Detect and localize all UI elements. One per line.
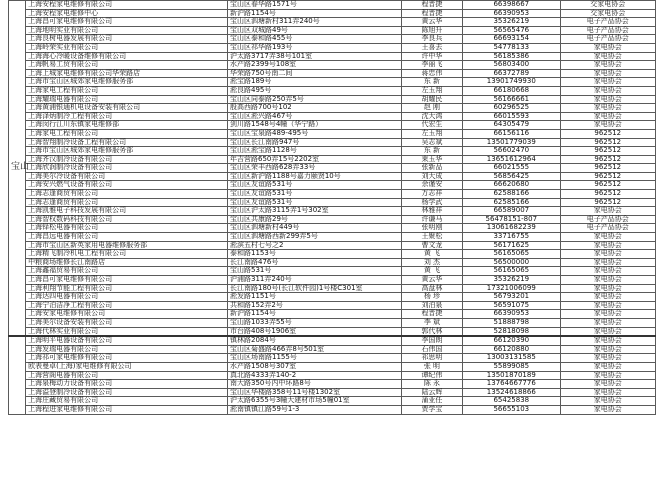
association-cell: 家电协会 [560, 250, 655, 259]
address-cell: 淞发路1151号 [228, 293, 402, 302]
table-row [9, 78, 656, 87]
contact-person-cell: 沈大鸿 [401, 112, 462, 121]
company-name-cell: 欧表曼卓(上海)家电维修有限公司 [26, 362, 228, 371]
contact-person-cell: 左玉翔 [401, 129, 462, 138]
company-name-cell: 上海达四电器有限公司 [26, 293, 228, 302]
association-cell: 962512 [560, 198, 655, 207]
contact-person-cell: 蒲亚任 [401, 397, 462, 406]
association-cell: 电子产品协会 [560, 26, 655, 35]
contact-person-cell: 祁思明 [401, 354, 462, 363]
address-cell: 宝山区春华路1571号 [228, 1, 402, 10]
address-cell: 真北路4333弄140-2 [228, 371, 402, 380]
address-cell: 宝山区长江南路947号 [228, 138, 402, 147]
company-name-cell: 上海市宝山区新英家用电器维修服务部 [26, 241, 228, 250]
association-cell: 家电协会 [560, 233, 655, 242]
contact-person-cell: 刘泊泉 [401, 301, 462, 310]
address-cell: 宝山区华楼路358号11号楼1302室 [228, 388, 402, 397]
association-cell: 家电协会 [560, 276, 655, 285]
table-row [9, 104, 656, 113]
company-name-cell: 上海智翔制冷设备工程有限公司 [26, 138, 228, 147]
company-name-cell: 上海利翔节能工程有限公司 [26, 284, 228, 293]
table-row [9, 43, 656, 52]
table-row [9, 86, 656, 95]
association-cell: 家电协会 [560, 267, 655, 276]
contact-person-cell: 左玉翔 [401, 86, 462, 95]
table-row [9, 233, 656, 242]
table-row [9, 147, 656, 156]
address-cell: 殷高西路700号102 [228, 104, 402, 113]
address-cell: 宝山区场南路1155号 [228, 354, 402, 363]
company-name-cell: 上海志逢商贸有限公司 [26, 198, 228, 207]
company-name-cell: 上海帆易工贸有限公司 [26, 61, 228, 70]
association-cell: 家电协会 [560, 78, 655, 87]
phone-cell: 56165065 [463, 267, 560, 276]
company-name-cell: 上海铎松电器有限公司 [26, 224, 228, 233]
contact-person-cell: 郭代林 [401, 327, 462, 336]
phone-cell: 51888798 [463, 318, 560, 327]
phone-cell: 56165065 [463, 250, 560, 259]
association-cell: 家电协会 [560, 121, 655, 130]
phone-cell: 60296525 [463, 104, 560, 113]
phone-cell: 35326219 [463, 18, 560, 27]
dealer-table [8, 0, 656, 415]
association-cell: 电子产品协会 [560, 18, 655, 27]
phone-cell: 66390953 [463, 310, 560, 319]
company-name-cell: 上海市宝山区城郊家电维修服务部 [26, 78, 228, 87]
address-cell: 新沪路1154号 [228, 9, 402, 18]
phone-cell: 13901749930 [463, 78, 560, 87]
association-cell: 家电协会 [560, 43, 655, 52]
association-cell: 家电协会 [560, 345, 655, 354]
company-name-cell: 上海泉梅动力设备有限公司 [26, 380, 228, 389]
table-row [9, 224, 656, 233]
association-cell: 电子产品协会 [560, 35, 655, 44]
address-cell: 宝山区沪太路3115弄1号302室 [228, 207, 402, 216]
phone-cell: 66390953 [463, 9, 560, 18]
address-cell: 水产路2399号108室 [228, 61, 402, 70]
contact-person-cell: 东 新 [401, 78, 462, 87]
table-row [9, 301, 656, 310]
association-cell: 962512 [560, 147, 655, 156]
phone-cell: 56803400 [463, 61, 560, 70]
address-cell: 淞宝路189号 [228, 78, 402, 87]
company-name-cell: 上海岭荣实业有限公司 [26, 43, 228, 52]
association-cell: 家电协会 [560, 241, 655, 250]
address-cell: 宝山区泗塘新村449号 [228, 224, 402, 233]
contact-person-cell: 杨 珍 [401, 293, 462, 302]
company-name-cell: 上海美尔冷设备有限公司 [26, 172, 228, 181]
contact-person-cell: 黄 飞 [401, 267, 462, 276]
association-cell: 家电协会 [560, 362, 655, 371]
contact-person-cell: 张明刚 [401, 224, 462, 233]
phone-cell: 65425838 [463, 397, 560, 406]
address-cell: 南大路350号内中环路8号 [228, 380, 402, 389]
phone-cell: 66021555 [463, 164, 560, 173]
contact-person-cell: 林雅祥 [401, 207, 462, 216]
company-name-cell: 上海发瑞电器有限公司 [26, 345, 228, 354]
phone-cell: 66693154 [463, 35, 560, 44]
table-row [9, 293, 656, 302]
company-name-cell: 上海宁泊洁净工程有限公司 [26, 301, 228, 310]
address-cell: 宝山区荣丰西路628弄33号 [228, 164, 402, 173]
address-cell: 宝山区淞兴路467号 [228, 112, 402, 121]
company-name-cell: 中粮商场维修长江南路店 [26, 258, 228, 267]
contact-person-cell: 吴志斌 [401, 138, 462, 147]
association-cell: 962512 [560, 172, 655, 181]
table-row [9, 284, 656, 293]
address-cell: 泰和路1153号 [228, 250, 402, 259]
table-row [9, 250, 656, 259]
contact-person-cell: 程晋捷 [401, 310, 462, 319]
association-cell: 家电协会 [560, 293, 655, 302]
contact-person-cell: 曹文龙 [401, 241, 462, 250]
table-row [9, 276, 656, 285]
phone-cell: 56171625 [463, 241, 560, 250]
phone-cell: 13061682239 [463, 224, 560, 233]
address-cell: 共和路152弄2号 [228, 301, 402, 310]
address-cell: 宝山区泗塘新村311弄240号 [228, 18, 402, 27]
address-cell: 宝山区共康路29号 [228, 215, 402, 224]
association-cell: 家电协会 [560, 397, 655, 406]
phone-cell: 13764667776 [463, 380, 560, 389]
association-cell: 家电协会 [560, 336, 655, 345]
phone-cell: 56591075 [463, 301, 560, 310]
association-cell: 962512 [560, 129, 655, 138]
table-row [9, 258, 656, 267]
phone-cell: 56500000 [463, 258, 560, 267]
phone-cell: 66156116 [463, 129, 560, 138]
association-cell: 家电协会 [560, 371, 655, 380]
contact-person-cell: 黄云华 [401, 18, 462, 27]
address-cell: 宝山区菊盛路466弄8号501室 [228, 345, 402, 354]
address-cell: 宝山区淞宝路1128号 [228, 147, 402, 156]
company-name-cell: 上海上城家电维修有限公司华荣路店 [26, 69, 228, 78]
address-cell: 沪浦路311弄240号 [228, 276, 402, 285]
table-row [9, 18, 656, 27]
table-row [9, 129, 656, 138]
association-cell: 家电协会 [560, 354, 655, 363]
association-cell: 家电协会 [560, 310, 655, 319]
company-name-cell: 上海家电工程有限公司 [26, 86, 228, 95]
address-cell: 宝山路1033弄55号 [228, 318, 402, 327]
address-cell: 宝山区同泰路250弄5号 [228, 95, 402, 104]
table-row [9, 318, 656, 327]
phone-cell: 52818098 [463, 327, 560, 336]
table-row [9, 61, 656, 70]
phone-cell: 13003131585 [463, 354, 560, 363]
phone-cell: 62585166 [463, 198, 560, 207]
address-cell: 宝山路531号 [228, 267, 402, 276]
company-name-cell: 上海地明实业有限公司 [26, 26, 228, 35]
company-name-cell: 上海祁可家电维修有限公司 [26, 354, 228, 363]
contact-person-cell: 张 明 [401, 362, 462, 371]
association-cell: 交家电协会 [560, 1, 655, 10]
contact-person-cell: 束玉华 [401, 155, 462, 164]
association-cell: 家电协会 [560, 301, 655, 310]
phone-cell: 13501779039 [463, 138, 560, 147]
company-name-cell: 上海精飞制冷机电工程有限公司 [26, 250, 228, 259]
contact-person-cell: 万志祥 [401, 190, 462, 199]
district-cell: 宝山 [9, 1, 26, 337]
contact-person-cell: 王喜去 [401, 43, 462, 52]
association-cell: 962512 [560, 181, 655, 190]
phone-cell: 66372789 [463, 69, 560, 78]
address-cell: 宝山区祁华路193号 [228, 43, 402, 52]
association-cell: 家电协会 [560, 284, 655, 293]
table-row [9, 327, 656, 336]
address-cell: 宝山区友谊路531号 [228, 190, 402, 199]
contact-person-cell: 蒋忠伟 [401, 69, 462, 78]
association-cell: 962512 [560, 190, 655, 199]
contact-person-cell: 许谦马 [401, 215, 462, 224]
table-row [9, 336, 656, 345]
phone-cell: 56856425 [463, 172, 560, 181]
address-cell: 宝山区新沪路1188号嘉力颐贤10号 [228, 172, 402, 181]
company-name-cell: 上海安兴燃气设备有限公司 [26, 181, 228, 190]
address-cell: 长江南路180号(长江软件园)1号楼C301室 [228, 284, 402, 293]
contact-person-cell: 谭纪伟 [401, 371, 462, 380]
address-cell: 华荣路750号南二间 [228, 69, 402, 78]
association-cell: 家电协会 [560, 258, 655, 267]
company-name-cell: 上海家电工程有限公司 [26, 129, 228, 138]
district-cell-blank [9, 336, 26, 414]
address-cell: 沪太路3717弄38号101室 [228, 52, 402, 61]
association-cell: 家电协会 [560, 207, 655, 216]
address-cell: 新沪路1154号 [228, 310, 402, 319]
address-cell: 长江南路476号 [228, 258, 402, 267]
contact-person-cell: 李国朗 [401, 336, 462, 345]
table-row [9, 35, 656, 44]
phone-cell: 66015593 [463, 112, 560, 121]
company-name-cell: 上海耀瑞电器有限公司 [26, 95, 228, 104]
table-row [9, 380, 656, 389]
contact-person-cell: 程晋捷 [401, 1, 462, 10]
association-cell: 家电协会 [560, 61, 655, 70]
table-row [9, 190, 656, 199]
address-cell: 宝山区泰和路455号 [228, 35, 402, 44]
company-name-cell: 上海昌可家电维修有限公司 [26, 276, 228, 285]
phone-cell: 13501870189 [463, 371, 560, 380]
address-cell: 宝山区双城路49号 [228, 26, 402, 35]
phone-cell: 66120390 [463, 336, 560, 345]
company-name-cell: 上海程进家电维修有限公司 [26, 405, 228, 414]
contact-person-cell: 杨学武 [401, 198, 462, 207]
company-name-cell: 上海凯雅电子科技发展有限公司 [26, 207, 228, 216]
association-cell: 家电协会 [560, 112, 655, 121]
address-cell: 淞滨五村七号之2 [228, 241, 402, 250]
association-cell: 962512 [560, 164, 655, 173]
association-cell: 家电协会 [560, 318, 655, 327]
address-cell: 年吉营路650弄15号2202室 [228, 155, 402, 164]
contact-person-cell: 王聚松 [401, 233, 462, 242]
table-row [9, 181, 656, 190]
table-row [9, 215, 656, 224]
contact-person-cell: 张新品 [401, 164, 462, 173]
company-name-cell: 上海志逢商贸有限公司 [26, 190, 228, 199]
contact-person-cell: 贾学宝 [401, 405, 462, 414]
company-name-cell: 上海智权数码科技有限公司 [26, 215, 228, 224]
phone-cell: 66620680 [463, 181, 560, 190]
contact-person-cell: 李 斌 [401, 318, 462, 327]
contact-person-cell: 刘大成 [401, 172, 462, 181]
phone-cell: 56602470 [463, 147, 560, 156]
association-cell: 电子产品协会 [560, 215, 655, 224]
address-cell: 水产路1508号307室 [228, 362, 402, 371]
contact-person-cell: 陈旭升 [401, 26, 462, 35]
contact-person-cell: 高盘林 [401, 284, 462, 293]
company-name-cell: 上海美尔设备安装有限公司 [26, 318, 228, 327]
contact-person-cell: 黄云华 [401, 276, 462, 285]
company-name-cell: 上海安程家电维修有限公司 [26, 1, 228, 10]
company-name-cell: 上海安家电维修有限公司 [26, 310, 228, 319]
company-name-cell: 上海明平电器设备有限公司 [26, 336, 228, 345]
company-name-cell: 上海海心冷暖设备维修有限公司 [26, 52, 228, 61]
phone-cell: 56166661 [463, 95, 560, 104]
association-cell: 家电协会 [560, 69, 655, 78]
address-cell: 镇林路2084号 [228, 336, 402, 345]
phone-cell: 56185386 [463, 52, 560, 61]
phone-cell: 66398667 [463, 1, 560, 10]
association-cell: 962512 [560, 155, 655, 164]
contact-person-cell: 刘 杰 [401, 258, 462, 267]
contact-person-cell: 李丽飞 [401, 61, 462, 70]
phone-cell: 66180668 [463, 86, 560, 95]
address-cell: 沪太路6355号3幢大建材市场5幢01室 [228, 397, 402, 406]
company-name-cell: 上海庄藏贸易有限公司 [26, 397, 228, 406]
spreadsheet [8, 0, 656, 415]
contact-person-cell: 陈 永 [401, 380, 462, 389]
association-cell: 家电协会 [560, 86, 655, 95]
phone-cell: 56793201 [463, 293, 560, 302]
phone-cell: 56655103 [463, 405, 560, 414]
phone-cell: 56565476 [463, 26, 560, 35]
phone-cell: 55899085 [463, 362, 560, 371]
association-cell: 家电协会 [560, 327, 655, 336]
company-name-cell: 上海黄浦银通机电设备安装有限公司 [26, 104, 228, 113]
company-name-cell: 上海良树电器发展有限公司 [26, 35, 228, 44]
association-cell: 家电协会 [560, 95, 655, 104]
address-cell: 淞南镇镇江路59号1-3 [228, 405, 402, 414]
address-cell: 宝山区宝泉路489-495号 [228, 129, 402, 138]
contact-person-cell: 程晋捷 [401, 9, 462, 18]
contact-person-cell: 黄 飞 [401, 250, 462, 259]
contact-person-cell: 代宏生 [401, 121, 462, 130]
company-name-cell: 上海昌远电器有限公司 [26, 233, 228, 242]
contact-person-cell: 李良兵 [401, 35, 462, 44]
phone-cell: 13651612964 [463, 155, 560, 164]
address-cell: 淞良路495号 [228, 86, 402, 95]
table-row [9, 52, 656, 61]
company-name-cell: 上海欣润制冷设备有限公司 [26, 164, 228, 173]
phone-cell: 54778133 [463, 43, 560, 52]
contact-person-cell: 许中华 [401, 52, 462, 61]
contact-person-cell: 东 新 [401, 147, 462, 156]
address-cell: 宝山区友谊路531号 [228, 181, 402, 190]
association-cell: 家电协会 [560, 405, 655, 414]
phone-cell: 13524618866 [463, 388, 560, 397]
association-cell: 家电协会 [560, 52, 655, 61]
association-cell: 电子产品协会 [560, 224, 655, 233]
company-name-cell: 上海昌可家电维修有限公司 [26, 18, 228, 27]
contact-person-cell: 陆云辉 [401, 388, 462, 397]
phone-cell: 62588166 [463, 190, 560, 199]
company-name-cell: 上海鑫福贸易有限公司 [26, 267, 228, 276]
phone-cell: 64305479 [463, 121, 560, 130]
contact-person-cell: 赵 刚 [401, 104, 462, 113]
phone-cell: 35326219 [463, 276, 560, 285]
company-name-cell: 上海代林实业有限公司 [26, 327, 228, 336]
association-cell: 交家电协会 [560, 9, 655, 18]
phone-cell: 66589007 [463, 207, 560, 216]
contact-person-cell: 余谨安 [401, 181, 462, 190]
table-row [9, 362, 656, 371]
company-name-cell: 上海市宝山区城郊家电维修服务部 [26, 147, 228, 156]
company-name-cell: 上海闵行江川东镇家电维修部 [26, 121, 228, 130]
company-name-cell: 上海营阁电器有限公司 [26, 371, 228, 380]
address-cell: 剑川路1548号4幢（华宁路） [228, 121, 402, 130]
address-cell: 宝山区友谊路531号 [228, 198, 402, 207]
table-row [9, 405, 656, 414]
phone-cell: 66120880 [463, 345, 560, 354]
table-row [9, 1, 656, 10]
association-cell: 962512 [560, 138, 655, 147]
address-cell: 市台路408号1906室 [228, 327, 402, 336]
company-name-cell: 上海安程家电维修中心 [26, 9, 228, 18]
contact-person-cell: 石伟国 [401, 345, 462, 354]
association-cell: 家电协会 [560, 104, 655, 113]
phone-cell: 56478151-807 [463, 215, 560, 224]
association-cell: 家电协会 [560, 388, 655, 397]
company-name-cell: 上海溢登制冷设备有限公司 [26, 388, 228, 397]
association-cell: 家电协会 [560, 380, 655, 389]
phone-cell: 17321006099 [463, 284, 560, 293]
table-row [9, 121, 656, 130]
address-cell: 宝山区泗塘路西新299弄5号 [228, 233, 402, 242]
contact-person-cell: 胡耀民 [401, 95, 462, 104]
company-name-cell: 上海泽炳制冷工程有限公司 [26, 112, 228, 121]
company-name-cell: 上海齐汉制冷设备有限公司 [26, 155, 228, 164]
phone-cell: 33716755 [463, 233, 560, 242]
